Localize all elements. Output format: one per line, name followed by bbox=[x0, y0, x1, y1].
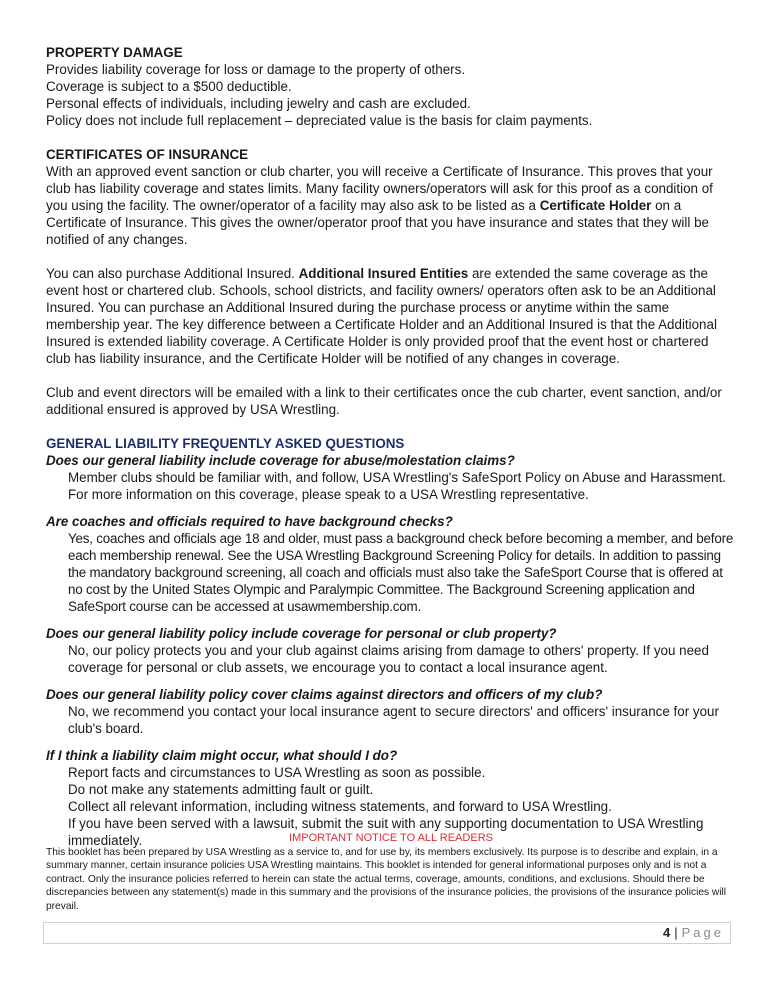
faq-answer-line: Report facts and circumstances to USA Wrestling as soon as possible. bbox=[68, 765, 486, 780]
certificates-paragraph-1 bbox=[46, 163, 736, 248]
certificates-heading: CERTIFICATES OF INSURANCE bbox=[46, 147, 249, 162]
property-damage-line: Policy does not include full replacement – depreciated value is the basis for claim payments. bbox=[46, 113, 593, 128]
important-notice bbox=[46, 832, 736, 914]
page-label: Page bbox=[681, 925, 724, 940]
faq-question: Does our general liability policy cover claims against directors and officers of my club? bbox=[46, 687, 603, 702]
faq-answer: No, our policy protects you and your club against claims arising from damage to others' property. If you need coverage for personal or club assets, we encourage you to contact a local insurance agent. bbox=[68, 643, 709, 675]
faq-answer: No, we recommend you contact your local insurance agent to secure directors' and officers' insurance for your club's board. bbox=[68, 704, 719, 736]
faq-question: If I think a liability claim might occur, what should I do? bbox=[46, 748, 398, 763]
text: With an approved event sanction or club charter, you will receive a Certificate of Insurance. This proves that your club has liability coverage and states limits. Many facility owners/operators will ask for this proof as a condition of you using the facility. The owner/operator of a facility may also ask to be listed as a bbox=[46, 164, 713, 213]
faq-answer-line: Do not make any statements admitting fault or guilt. bbox=[68, 782, 374, 797]
faq-answer: Member clubs should be familiar with, and follow, USA Wrestling's SafeSport Policy on Abuse and Harassment. For more information on this coverage, please speak to a USA Wrestling representative. bbox=[68, 470, 727, 502]
faq-heading: GENERAL LIABILITY FREQUENTLY ASKED QUESTIONS bbox=[46, 436, 405, 451]
notice-title: IMPORTANT NOTICE TO ALL READERS bbox=[289, 832, 493, 844]
certificates-paragraph-2 bbox=[46, 265, 736, 367]
text: are extended the same coverage as the event host or chartered club. Schools, school districts, and facility owners/ operators often ask to be an Additional Insured. You can purchase an Additional Insured during the purchase process or anytime within the same membership year. The key difference between a Certificate Holder and an Additional Insured is that the Additional Insured is extended liability coverage. A Certificate Holder is only provided proof that the event host or chartered club has liability insurance, and the Certificate Holder will be notified of any changes in coverage. bbox=[46, 266, 717, 366]
document-body bbox=[46, 44, 736, 849]
faq-answer-line: Collect all relevant information, including witness statements, and forward to USA Wrestling. bbox=[68, 799, 612, 814]
page-indicator bbox=[663, 925, 724, 940]
faq-question: Does our general liability policy include coverage for personal or club property? bbox=[46, 626, 557, 641]
faq-question: Are coaches and officials required to have background checks? bbox=[46, 514, 453, 529]
certificates-paragraph-3: Club and event directors will be emailed with a link to their certificates once the cub charter, event sanction, and/or additional ensured is approved by USA Wrestling. bbox=[46, 385, 722, 417]
additional-insured-term: Additional Insured Entities bbox=[298, 266, 469, 281]
certificate-holder-term: Certificate Holder bbox=[539, 198, 652, 213]
property-damage-line: Personal effects of individuals, including jewelry and cash are excluded. bbox=[46, 96, 471, 111]
faq-question: Does our general liability include coverage for abuse/molestation claims? bbox=[46, 453, 515, 468]
notice-body: This booklet has been prepared by USA Wrestling as a service to, and for use by, its members exclusively. Its purpose is to describe and explain, in a summary manner, certain insurance policies USA Wrestling maintains. This booklet is intended for general informational purposes only and is not a contract. Only the insurance policies referred to herein can state the actual terms, coverage, amounts, conditions, and exclusions. Should there be discrepancies between any statement(s) made in this summary and the provisions of the insurance policies, the provisions of the insurance policies will prevail. bbox=[46, 846, 727, 912]
faq-answer: Yes, coaches and officials age 18 and older, must pass a background check before becoming a member, and before each membership renewal. See the USA Wrestling Background Screening Policy for details. In addition to passing the mandatory background screening, all coach and officials must also take the SafeSport Course that is offered at no cost by the United States Olympic and Paralympic Committee. The Background Screening application and SafeSport course can be accessed at usawmembership.com. bbox=[68, 531, 734, 614]
text: on a Certificate of Insurance. This gives the owner/operator proof that you have insurance and states that they will be notified of any changes. bbox=[46, 198, 709, 247]
property-damage-heading: PROPERTY DAMAGE bbox=[46, 45, 183, 60]
property-damage-line: Coverage is subject to a $500 deductible. bbox=[46, 79, 292, 94]
page-footer bbox=[43, 922, 731, 944]
property-damage-line: Provides liability coverage for loss or damage to the property of others. bbox=[46, 62, 466, 77]
page-number: 4 bbox=[663, 925, 671, 940]
page-separator: | bbox=[674, 925, 678, 940]
faq-answer-line: If you have been served with a lawsuit, submit the suit with any supporting documentation to USA Wrestling immediately. bbox=[68, 816, 704, 848]
text: You can also purchase Additional Insured. bbox=[46, 266, 299, 281]
